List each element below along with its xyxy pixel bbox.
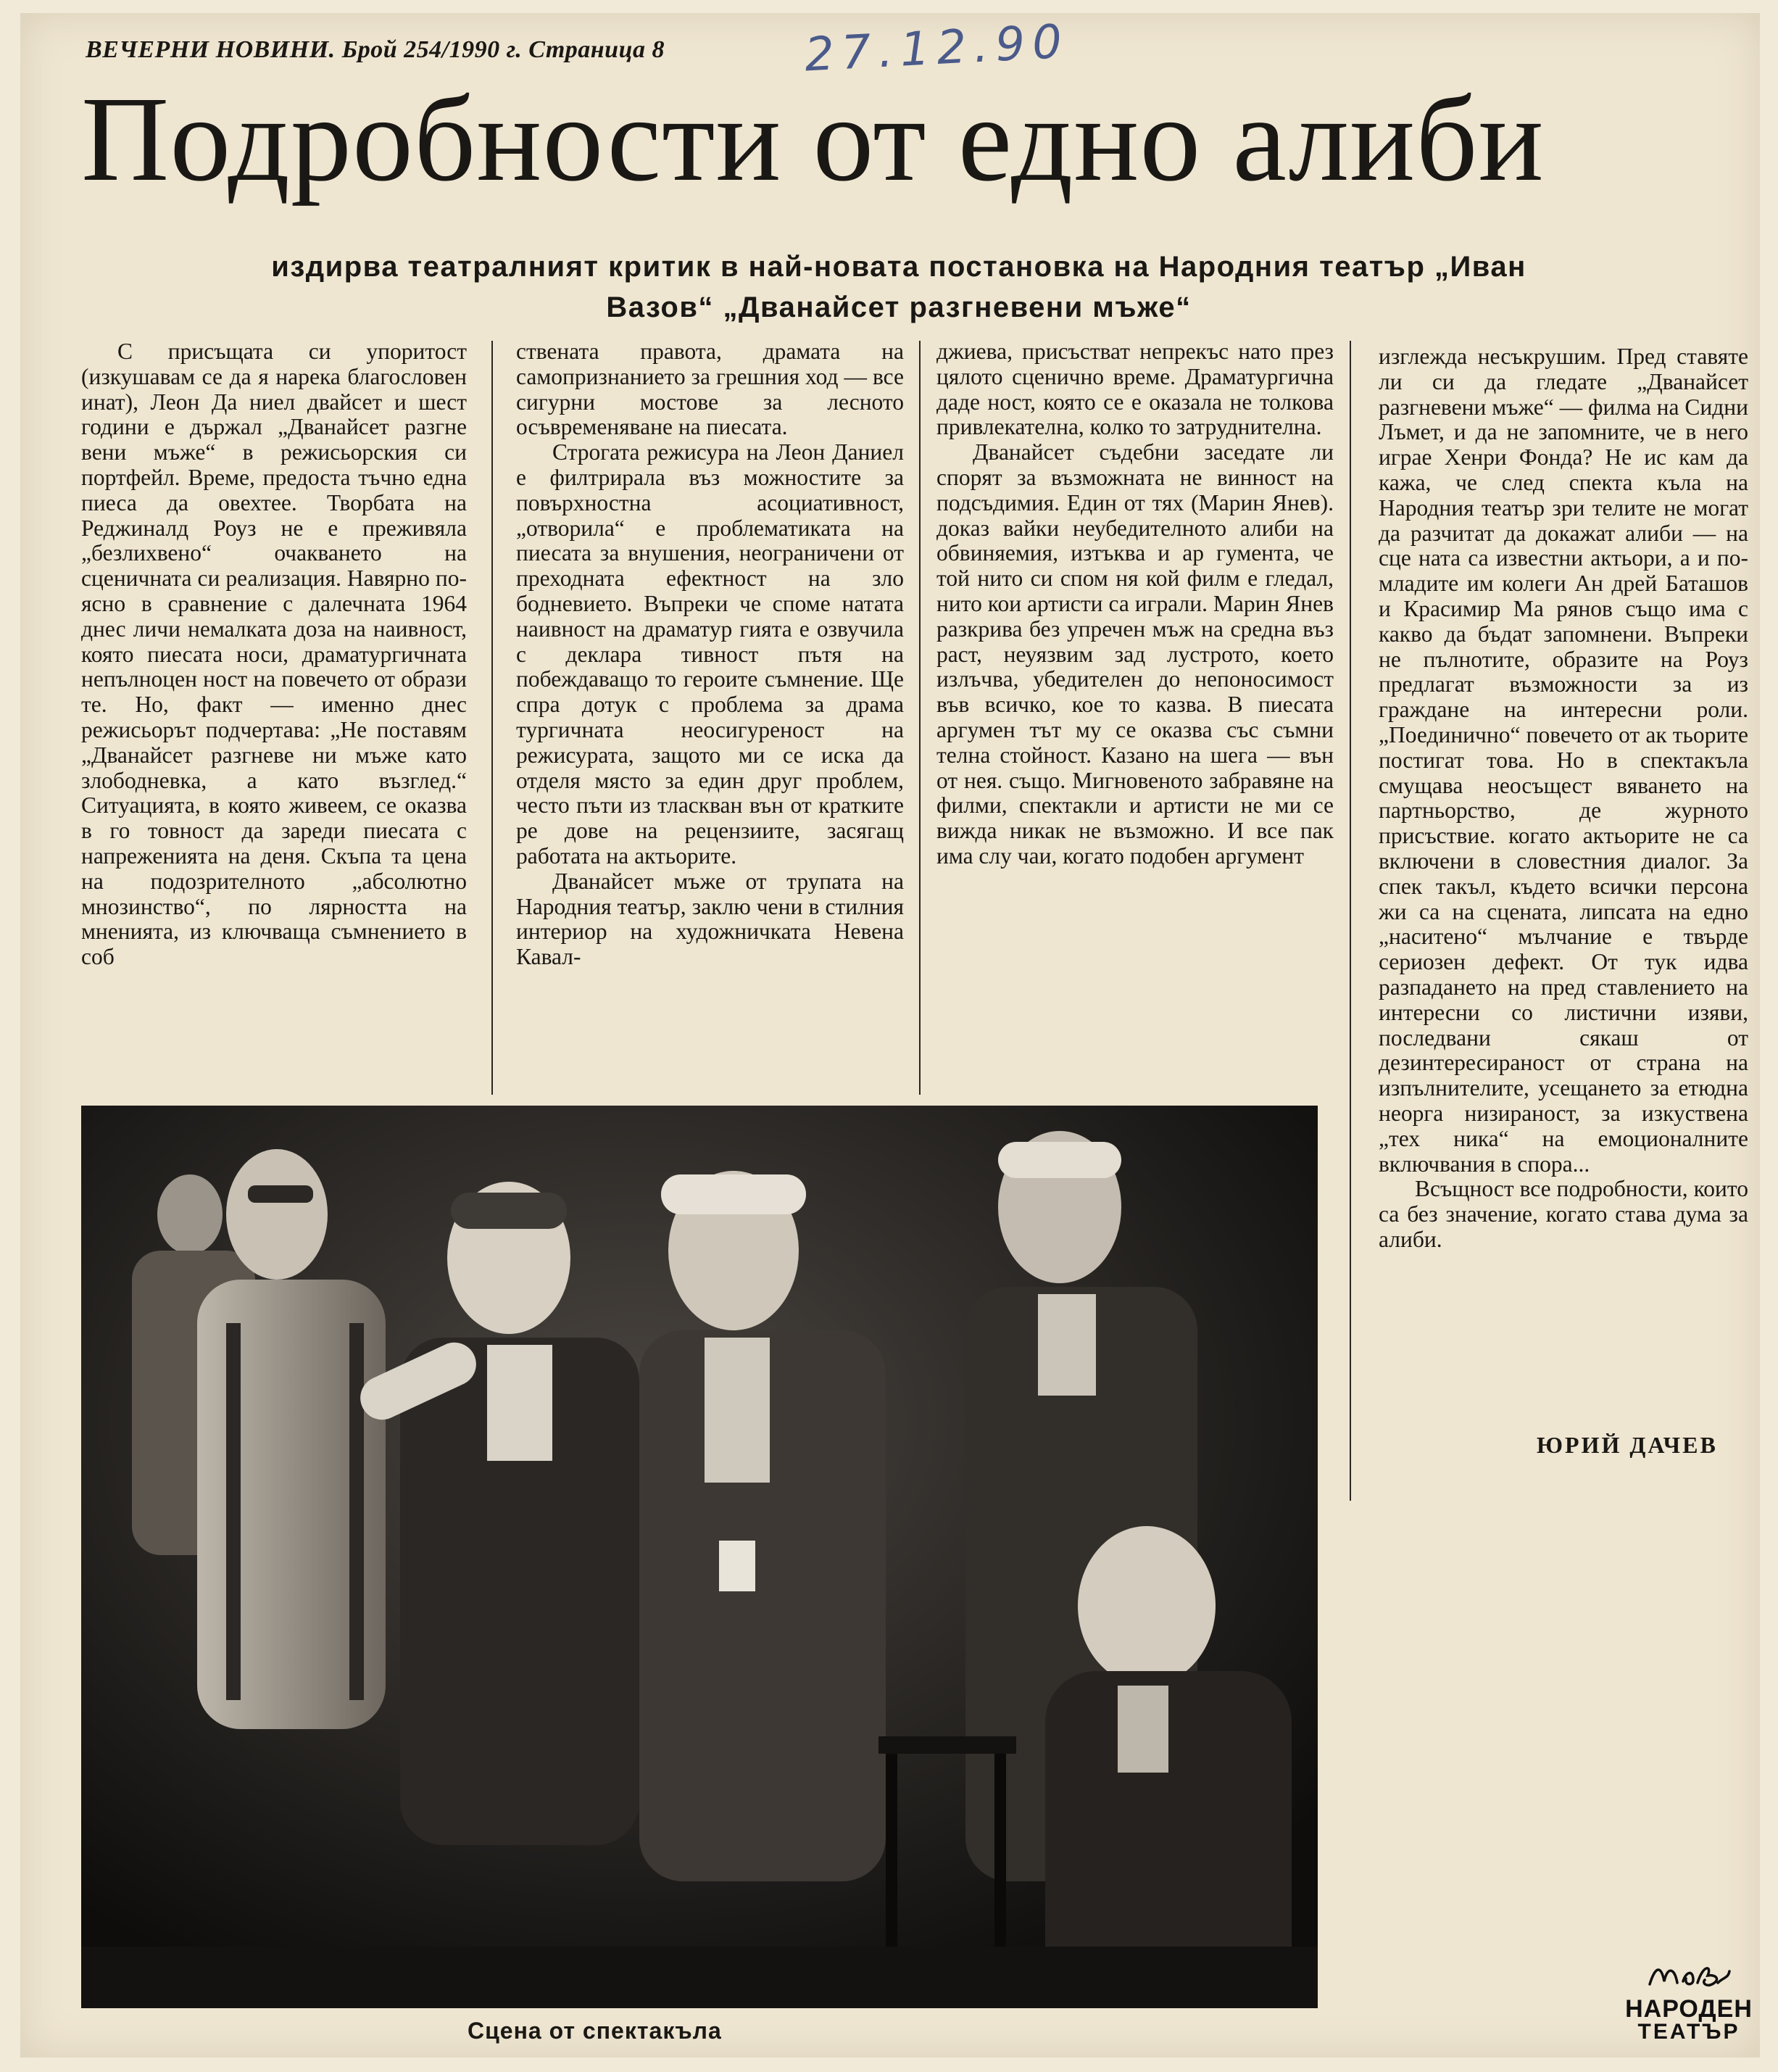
column-rule <box>491 341 493 1095</box>
subhead-line-2: Вазов“ „Дванайсет разгневени мъже“ <box>606 291 1192 323</box>
paragraph: изглежда несъкрушим. Пред ставяте ли си да гледате „Дванайсет разгневени мъже“ — филма на Сидни Лъмет, и да не запомните, че в него играе Хенри Фонда? Не ис кам да кажа, че след спекта къла на Народния театър зри телите не могат да разчитат да докажат алиби — на сце ната са известни актьори, а и по-младите им колеги Ан дрей Баташов и Красимир Ма рянов също има с какво да бъдат запомнени. Въпреки не пълнотите, образите на Роуз предлагат възможности за из граждане на интересни роли. „Поединично“ повечето от ак тьорите постигат това. Но в спектакъла смущава неосъщест вяването на партньорство, де журното присъствие. когато актьорите не са включени в словестния диалог. За спек такъл, където всички персона жи са на сцената, липсата на едно „наситено“ мълчание е твърде сериозен дефект. От тук идва разпадането на пред ставлението на интересни со листични изяви, последвани сякаш от дезинтересираност от страна на изпълнителите, усещането за етюдна неорга низираност, за изкуствена „тех ника“ на емоционалните включвания в спора... <box>1379 344 1748 1177</box>
column-rule <box>919 341 921 1095</box>
masthead: ВЕЧЕРНИ НОВИНИ. Брой 254/1990 г. Страница 8 <box>86 36 665 63</box>
logo-line-2: ТЕАТЪР <box>1637 2020 1740 2044</box>
article-column-3 <box>936 339 1334 869</box>
subheadline <box>120 246 1678 328</box>
paragraph: джиева, присъстват непрекъс нато през цялото сценично време. Драматургична даде ност, която се е оказала не толкова привлекателна, колко то затруднителна. <box>936 339 1334 440</box>
photo-caption: Сцена от спектакъла <box>468 2018 722 2044</box>
paragraph: Строгата режисура на Леон Даниел е филтрирала въз можностите за повърхностна асоциативност, „отворила“ е проблематиката на пиесата за внушения, неограничени от преходната ефектност на зло бодневието. Въпреки че споме натата наивност на драматур гията е озвучила с деклара тивност пътя на побеждаващо то героите съмнение. Ще спра дотук с проблема за драма тургичната неосигуреност на режисурата, защото ми се иска да отделя място за един друг проблем, често пъти из тласкван вън от кратките ре дове на рецензиите, засягащ работата на актьорите. <box>516 439 904 869</box>
stage-photo <box>81 1106 1318 2008</box>
handwritten-date: 27.12.90 <box>803 14 1071 83</box>
paragraph: С присъщата си упоритост (изкушавам се да я нарека благословен инат), Леон Да ниел двайсет и шест години е държал „Дванайсет разгне вени мъже“ в режисьорския си портфейл. Време, предоста тъчно една пиеса да овехтее. Творбата на Реджиналд Роуз не е преживяла „безлихвено“ очакването на сценичната си реализация. Навярно по-ясно в сравнение с далечната 1964 днес личи немалката доза на наивност, която пиесата носи, драматургичната непълноцен ност на повечето от образи те. Но, факт — именно днес режисьорът подчертава: „Не поставям „Дванайсет разгневе ни мъже като злободневка, а като възглед.“ Ситуацията, в която живеем, се оказва в го товност да зареди пиесата с напреженията на деня. Скъпа та цена на подозрителното „абсолютно мнозинство“, по лярността на мненията, из ключваща съмнението в соб <box>81 339 467 970</box>
signature-logo-mark <box>1645 1961 1732 1993</box>
article-column-2 <box>516 339 904 970</box>
author-byline: ЮРИЙ ДАЧЕВ <box>1537 1432 1718 1458</box>
logo-line-1: НАРОДЕН <box>1625 1995 1753 2023</box>
paragraph: Дванайсет съдебни заседате ли спорят за възможната не винност на подсъдимия. Един от тях (Марин Янев). доказ вайки неубедителното алиби на обвиняемия, изтъква и ар гумента, че той нито си спом ня кой филм е гледал, нито кои артисти са играли. Марин Янев разкрива без упречен мъж на средна въз раст, неуязвим зад лустрото, което излъчва, убедителен до непоносимост във всичко, кое то казва. В пиесата аргумен тът му се оказва със съмни телна стойност. Казано на шега — вън от нея. също. Мигновеното забравяне на филми, спектакли и артисти не ми се вижда никак не възможно. И все пак има слу чаи, когато подобен аргумент <box>936 439 1334 869</box>
national-theatre-logo <box>1616 1961 1761 2048</box>
photo-illustration <box>81 1106 1318 2008</box>
column-rule <box>1350 341 1351 1501</box>
paragraph: Всъщност все подробности, които са без значение, когато става дума за алиби. <box>1379 1176 1748 1252</box>
headline: Подробности от едно алиби <box>81 72 1545 207</box>
article-column-1 <box>81 339 467 970</box>
article-column-4 <box>1379 344 1748 1253</box>
paragraph: ствената правота, драмата на самопризнанието за грешния ход — все сигурни мостове за лесното осъвременяване на пиесата. <box>516 339 904 440</box>
paragraph: Дванайсет мъже от трупата на Народния театър, заклю чени в стилния интериор на художничката Невена Кавал- <box>516 868 904 970</box>
subhead-line-1: издирва театралният критик в най-новата постановка на Народния театър „Иван <box>271 251 1526 283</box>
